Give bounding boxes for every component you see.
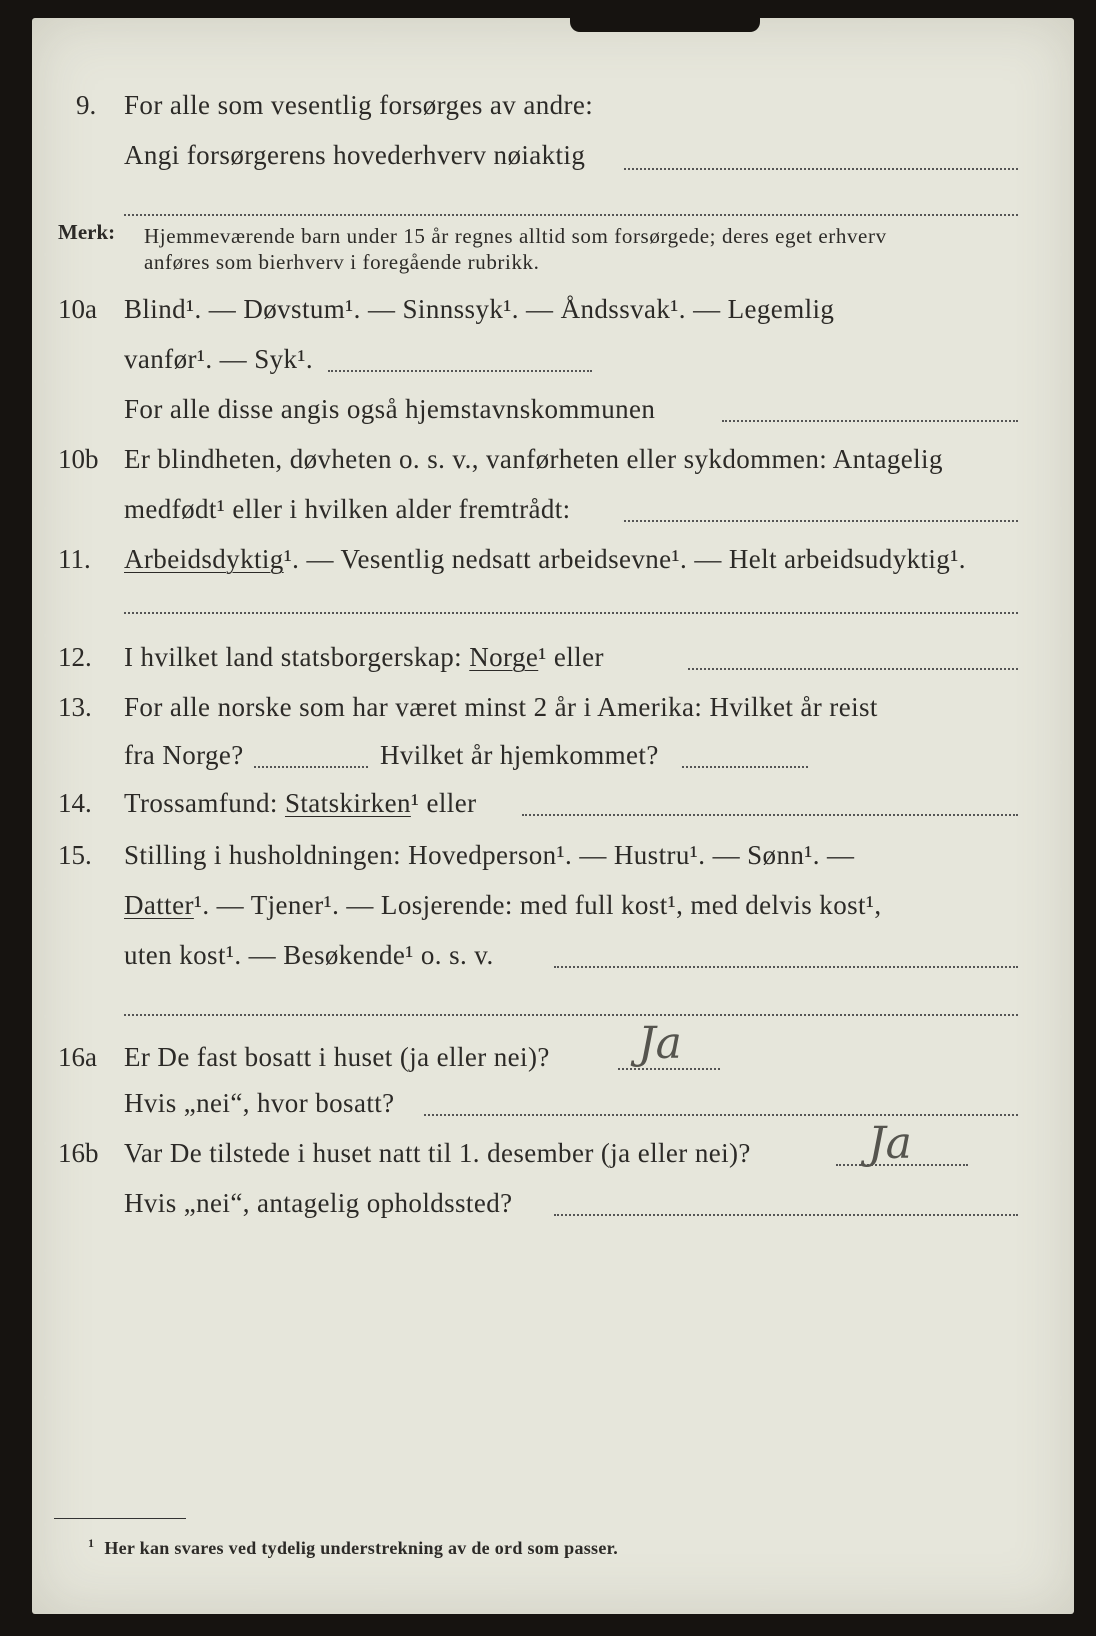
merk-label: Merk: xyxy=(58,220,116,244)
item-10a-answer-line[interactable] xyxy=(328,370,592,372)
item-16a-number: 16a xyxy=(58,1042,97,1072)
item-15-answer-line-2[interactable] xyxy=(124,1014,1018,1016)
item-12-after: ¹ eller xyxy=(538,642,604,672)
item-12-before: I hvilket land statsborgerskap: xyxy=(124,642,470,672)
item-15-underlined-answer: Datter xyxy=(124,890,194,920)
item-9-answer-line-2[interactable] xyxy=(124,214,1018,216)
merk-line1: Hjemmeværende barn under 15 år regnes alltid som forsørgede; deres eget erhverv xyxy=(144,224,887,248)
item-14-number: 14. xyxy=(58,788,92,818)
footnote-marker: 1 xyxy=(88,1536,95,1550)
item-13-hjemkommet-answer-line[interactable] xyxy=(682,766,808,768)
item-9-line2: Angi forsørgerens hovederhverv nøiaktig xyxy=(124,140,586,170)
item-15-number: 15. xyxy=(58,840,92,870)
item-16a-handwritten-answer: Ja xyxy=(638,1018,682,1069)
item-15-line2-rest: ¹. — Tjener¹. — Losjerende: med full kost¹, med delvis kost¹, xyxy=(193,890,882,920)
item-16a-line2: Hvis „nei“, hvor bosatt? xyxy=(124,1088,395,1118)
item-11-rest: ¹. — Vesentlig nedsatt arbeidsevne¹. — Helt arbeidsudyktig¹. xyxy=(283,544,966,574)
item-10b-line1: Er blindheten, døvheten o. s. v., vanførheten eller sykdommen: Antagelig xyxy=(124,444,943,474)
item-16b-number: 16b xyxy=(58,1138,99,1168)
item-12-number: 12. xyxy=(58,642,92,672)
item-10b-answer-line[interactable] xyxy=(624,520,1018,522)
item-15-line3: uten kost¹. — Besøkende¹ o. s. v. xyxy=(124,940,494,970)
item-16b-line2: Hvis „nei“, antagelig opholdssted? xyxy=(124,1188,513,1218)
item-14-line xyxy=(124,788,476,819)
item-14-before: Trossamfund: xyxy=(124,788,285,818)
item-16b-opholdssted-answer-line[interactable] xyxy=(554,1214,1018,1216)
item-13-number: 13. xyxy=(58,692,92,722)
item-11-underlined-answer: Arbeidsdyktig xyxy=(124,544,284,574)
item-9-number: 9. xyxy=(76,90,97,120)
footnote-text: Her kan svares ved tydelig understrekning av de ord som passer. xyxy=(104,1538,619,1558)
item-13-line2b: Hvilket år hjemkommet? xyxy=(380,740,659,770)
item-16a-line1: Er De fast bosatt i huset (ja eller nei)? xyxy=(124,1042,550,1072)
item-10a-line3: For alle disse angis også hjemstavnskommunen xyxy=(124,394,656,424)
item-10a-number: 10a xyxy=(58,294,97,324)
census-form-page xyxy=(32,18,1074,1614)
item-13-line2a: fra Norge? xyxy=(124,740,244,770)
item-14-after: ¹ eller xyxy=(410,788,477,818)
item-10a-line1: Blind¹. — Døvstum¹. — Sinnssyk¹. — Åndssvak¹. — Legemlig xyxy=(124,294,835,324)
item-10b-number: 10b xyxy=(58,444,99,474)
item-16b-line1: Var De tilstede i huset natt til 1. desember (ja eller nei)? xyxy=(124,1138,751,1168)
item-9-line1: For alle som vesentlig forsørges av andre: xyxy=(124,90,594,120)
item-10a-hjemstavn-line[interactable] xyxy=(722,420,1018,422)
merk-line2: anføres som bierhverv i foregående rubrikk. xyxy=(144,250,540,274)
item-9-answer-line[interactable] xyxy=(624,168,1018,170)
item-13-reist-answer-line[interactable] xyxy=(254,766,368,768)
item-10b-line2: medfødt¹ eller i hvilken alder fremtrådt: xyxy=(124,494,571,524)
footnote xyxy=(88,1536,618,1559)
item-11-line xyxy=(124,544,966,575)
item-16a-bosatt-answer-line[interactable] xyxy=(424,1114,1018,1116)
item-16b-handwritten-answer: Ja xyxy=(868,1118,912,1169)
item-14-answer-line[interactable] xyxy=(522,814,1018,816)
item-11-number: 11. xyxy=(58,544,91,574)
item-10a-line2: vanfør¹. — Syk¹. xyxy=(124,344,314,374)
item-12-underlined-answer: Norge xyxy=(469,642,539,672)
item-14-underlined-answer: Statskirken xyxy=(284,788,411,818)
footnote-rule xyxy=(54,1518,186,1519)
item-12-answer-line[interactable] xyxy=(688,668,1018,670)
item-15-line2 xyxy=(124,890,882,921)
item-11-answer-line[interactable] xyxy=(124,612,1018,614)
item-15-answer-line[interactable] xyxy=(554,966,1018,968)
item-15-line1: Stilling i husholdningen: Hovedperson¹. — Hustru¹. — Sønn¹. — xyxy=(124,840,855,870)
item-13-line1: For alle norske som har været minst 2 år i Amerika: Hvilket år reist xyxy=(124,692,878,722)
item-12-line xyxy=(124,642,604,673)
page-tab-notch xyxy=(570,18,760,32)
